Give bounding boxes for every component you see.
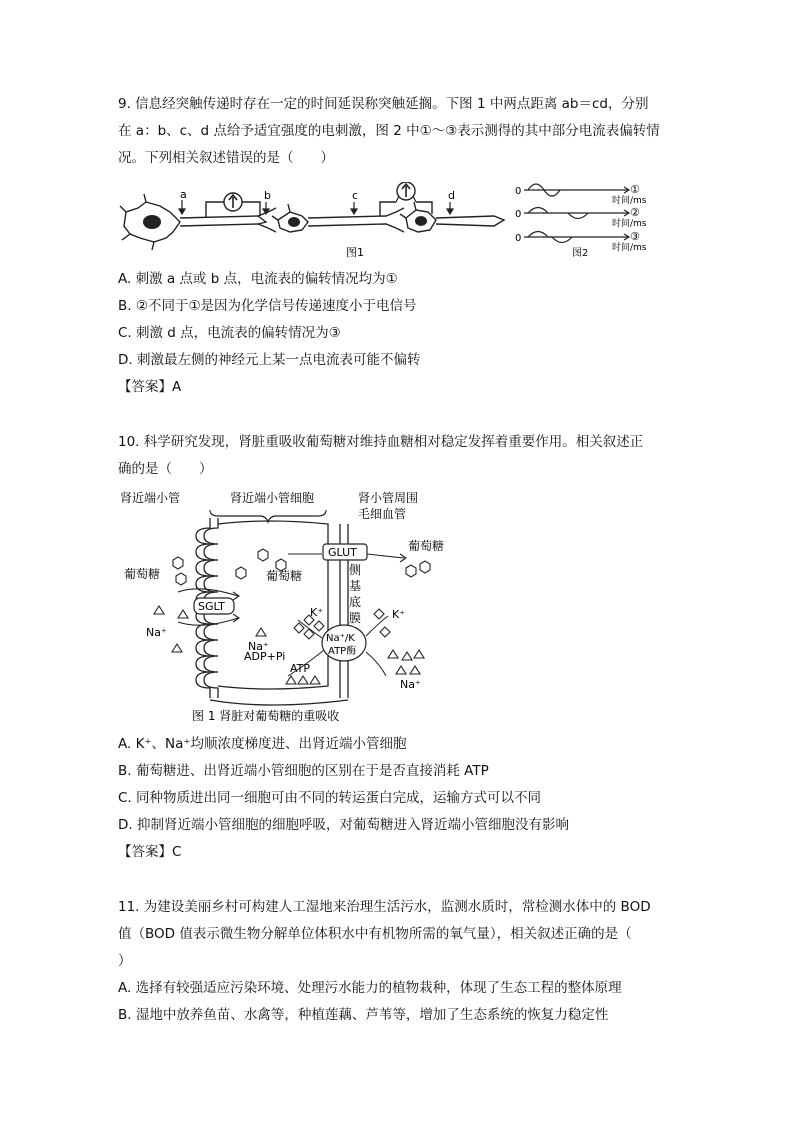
galvanometer-2-icon [396, 182, 416, 202]
q10-basolateral-char-4: 膜 [349, 611, 362, 625]
q9-option-d: D. 刺激最左侧的神经元上某一点电流表可能不偏转 [118, 352, 421, 368]
q10-label-lumen: 肾近端小管 [120, 491, 181, 505]
q9-trace-2-label: ② [630, 206, 640, 219]
q9-stem-line-3: 况。下列相关叙述错误的是（ ） [118, 150, 334, 166]
q10-stem-line-2: 确的是（ ） [118, 461, 213, 477]
q10-label-glut: GLUT [328, 546, 357, 559]
q10-label-k-mid: K⁺ [310, 606, 324, 619]
sglt-transporter-icon [194, 598, 234, 614]
q9-figure-2-caption: 图2 [572, 248, 589, 259]
q9-trace-3-axis-label: 时间/ms [612, 243, 647, 253]
q9-trace-2-axis-label: 时间/ms [612, 219, 647, 229]
q10-basolateral-char-1: 侧 [349, 563, 362, 577]
q9-point-b-label: b [264, 189, 271, 202]
q9-option-b: B. ②不同于①是因为化学信号传递速度小于电信号 [118, 298, 417, 314]
q10-label-na-left: Na⁺ [146, 626, 167, 639]
q11-option-b: B. 湿地中放养鱼苗、水禽等，种植莲藕、芦苇等，增加了生态系统的恢复力稳定性 [118, 1007, 609, 1023]
q9-trace-1-zero: 0 [515, 186, 522, 197]
q9-trace-2-zero: 0 [515, 209, 522, 220]
q9-trace-3-label: ③ [630, 230, 640, 243]
q9-trace-3-zero: 0 [515, 233, 522, 244]
glut-transporter-icon [323, 544, 367, 560]
q11-stem-line-1: 11. 为建设美丽乡村可构建人工湿地来治理生活污水，监测水质时，常检测水体中的 BOD [118, 899, 651, 915]
q10-figure-caption: 图 1 肾脏对葡萄糖的重吸收 [192, 709, 340, 723]
q10-label-sglt: SGLT [198, 600, 225, 613]
q11-option-a: A. 选择有较强适应污染环境、处理污水能力的植物栽种，体现了生态工程的整体原理 [118, 980, 622, 996]
q9-trace-1-label: ① [630, 183, 640, 196]
q10-label-glucose-right: 葡萄糖 [408, 539, 445, 553]
q9-option-a: A. 刺激 a 点或 b 点，电流表的偏转情况均为① [118, 271, 398, 287]
q10-label-pump-1: Na⁺/K [326, 633, 355, 644]
q10-label-capillary-2: 毛细血管 [358, 507, 407, 521]
q10-glucose-reabsorption-figure [118, 488, 448, 728]
q10-label-atp: ATP [290, 662, 311, 675]
q10-label-glucose-mid: 葡萄糖 [266, 569, 303, 583]
q10-label-glucose-left: 葡萄糖 [124, 567, 161, 581]
q9-point-d-label: d [448, 189, 455, 202]
q10-option-d: D. 抑制肾近端小管细胞的细胞呼吸，对葡萄糖进入肾近端小管细胞没有影响 [118, 817, 569, 833]
na-k-atpase-pump-icon [322, 625, 366, 661]
q9-figure-1-neurons [118, 182, 510, 262]
q9-answer: 【答案】A [118, 379, 182, 395]
galvanometer-1-icon [224, 193, 242, 211]
q9-point-c-label: c [352, 189, 359, 202]
q11-stem-line-2: 值（BOD 值表示微生物分解单位体积水中有机物所需的氧气量），相关叙述正确的是（ [118, 926, 632, 942]
q10-label-na-mid: Na⁺ [248, 640, 269, 653]
q10-option-a: A. K⁺、Na⁺均顺浓度梯度进、出肾近端小管细胞 [118, 736, 407, 752]
q9-option-c: C. 刺激 d 点，电流表的偏转情况为③ [118, 325, 341, 341]
q10-stem-line-1: 10. 科学研究发现，肾脏重吸收葡萄糖对维持血糖相对稳定发挥着重要作用。相关叙述正 [118, 434, 644, 450]
q10-label-adp: ADP+Pi [244, 650, 286, 663]
q10-label-k-right: K⁺ [392, 608, 406, 621]
q10-option-b: B. 葡萄糖进、出肾近端小管细胞的区别在于是否直接消耗 ATP [118, 763, 489, 779]
q10-basolateral-char-2: 基 [349, 579, 362, 593]
q11-stem-line-3: ） [118, 953, 132, 969]
q9-stem-line-1: 9. 信息经突触传递时存在一定的时间延误称突触延搁。下图 1 中两点距离 ab＝cd，分别 [118, 96, 649, 112]
q10-option-c: C. 同种物质进出同一细胞可由不同的转运蛋白完成，运输方式可以不同 [118, 790, 542, 806]
q9-trace-1-axis-label: 时间/ms [612, 196, 647, 206]
q10-label-pump-2: ATP酶 [328, 646, 357, 657]
q10-basolateral-char-3: 底 [349, 595, 362, 609]
q10-answer: 【答案】C [118, 844, 182, 860]
q9-figure-2-traces [512, 180, 672, 262]
q10-label-capillary-1: 肾小管周围 [358, 491, 419, 505]
q9-point-a-label: a [180, 188, 187, 201]
q10-label-na-right: Na⁺ [400, 678, 421, 691]
q9-stem-line-2: 在 a：b、c、d 点给予适宜强度的电刺激，图 2 中①～③表示测得的其中部分电流表偏转情 [118, 123, 660, 139]
q9-figure-1-caption: 图1 [346, 246, 364, 259]
q10-label-cell: 肾近端小管细胞 [230, 491, 315, 505]
